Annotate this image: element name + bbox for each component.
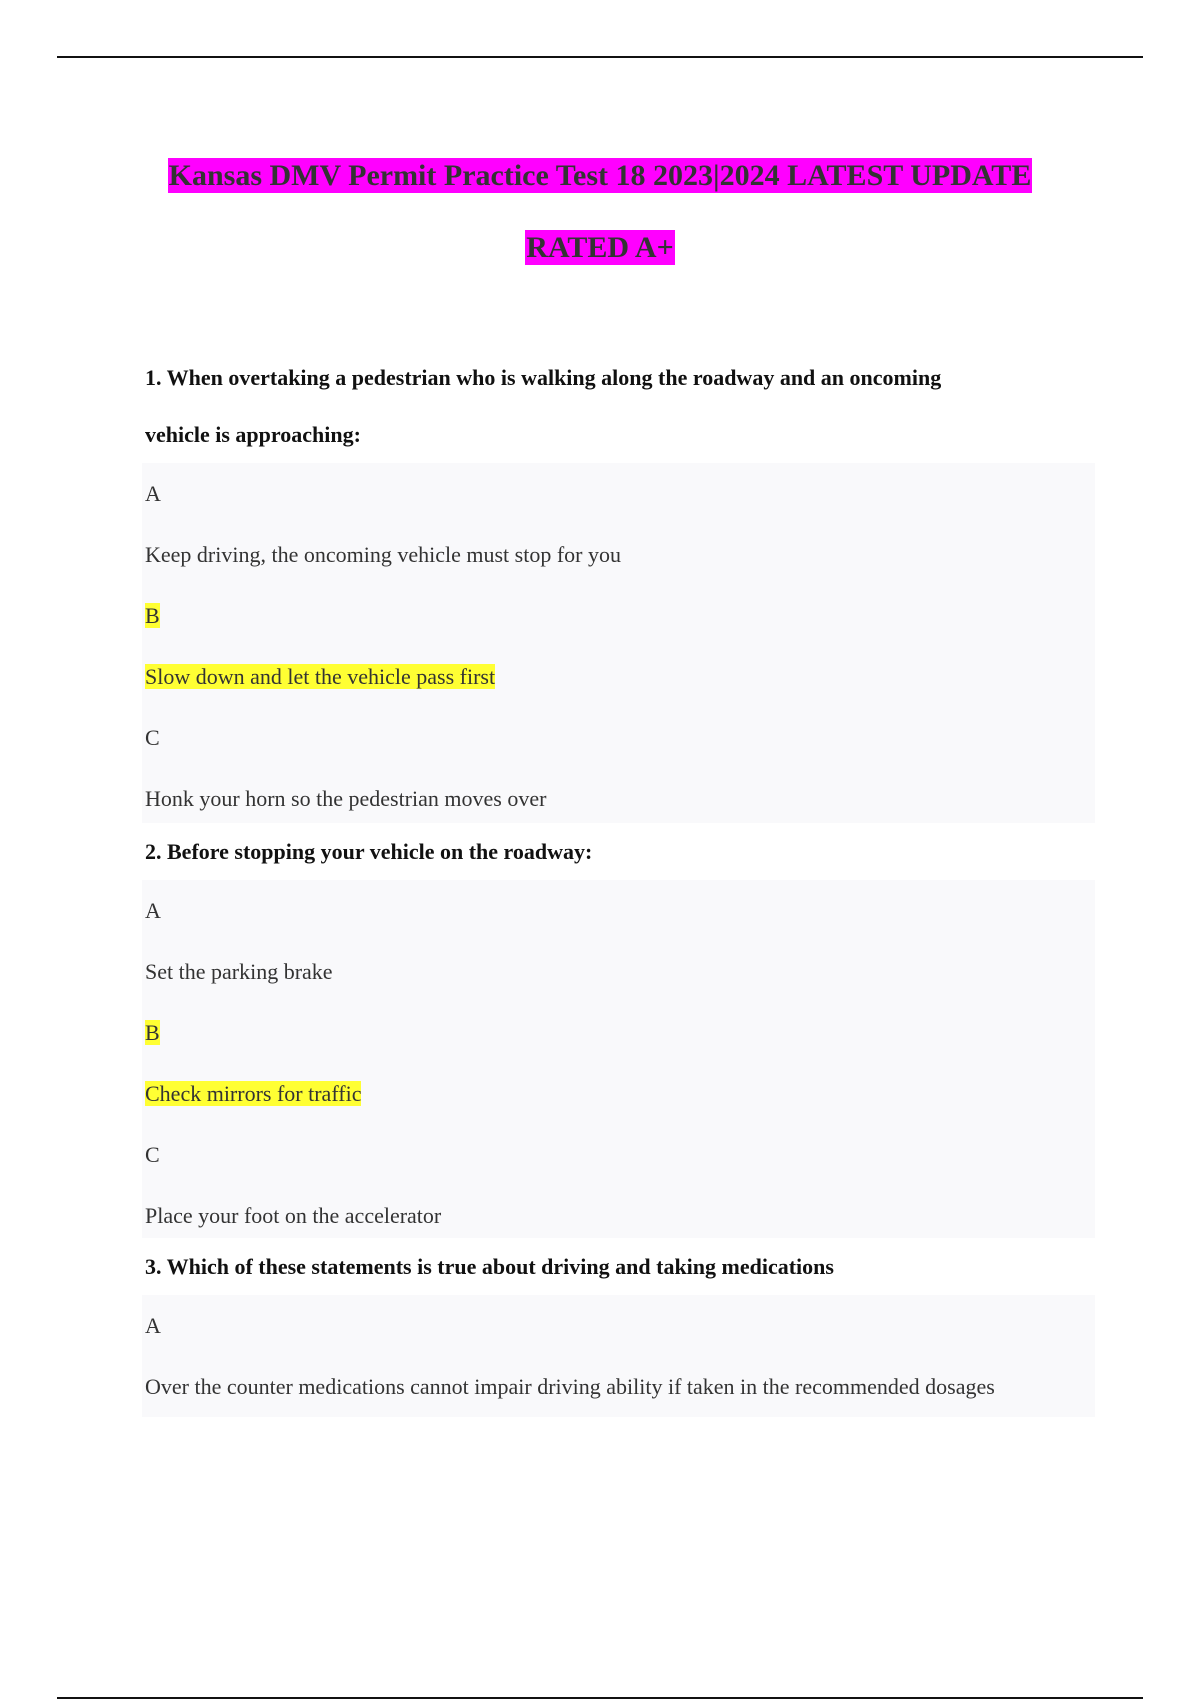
question-1-options: [142, 463, 1095, 823]
document-title: [0, 140, 1200, 284]
option-text: Honk your horn so the pedestrian moves over: [145, 786, 547, 811]
option-text-correct: Check mirrors for traffic: [145, 1081, 362, 1106]
footer-rule: [57, 1697, 1143, 1699]
option-letter: C: [145, 725, 160, 750]
question-2: [145, 823, 1095, 1238]
option-letter: A: [145, 1313, 161, 1338]
header-rule: [57, 56, 1143, 58]
question-3-text: 3. Which of these statements is true about driving and taking medications: [145, 1254, 834, 1279]
option-text: Keep driving, the oncoming vehicle must stop for you: [145, 542, 621, 567]
option-text: Over the counter medications cannot impair driving ability if taken in the recommended dosages: [145, 1374, 995, 1399]
option-text-correct: Slow down and let the vehicle pass first: [145, 664, 496, 689]
question-2-options: [142, 880, 1095, 1238]
question-1-text-line-2: vehicle is approaching:: [145, 422, 361, 447]
question-2-text: 2. Before stopping your vehicle on the roadway:: [145, 839, 593, 864]
question-3: [145, 1238, 1095, 1417]
option-text: Set the parking brake: [145, 959, 333, 984]
question-1-text-line-1: 1. When overtaking a pedestrian who is walking along the roadway and an oncoming: [145, 365, 942, 390]
option-letter: A: [145, 481, 161, 506]
title-line-2: RATED A+: [526, 231, 674, 264]
option-letter-correct: B: [145, 1020, 160, 1045]
option-letter-correct: B: [145, 603, 160, 628]
document-body: [145, 362, 1095, 1417]
question-3-options: [142, 1295, 1095, 1417]
question-1: [145, 349, 1095, 823]
option-text: Place your foot on the accelerator: [145, 1203, 442, 1228]
option-letter: A: [145, 898, 161, 923]
title-line-1: Kansas DMV Permit Practice Test 18 2023|2024 LATEST UPDATE: [168, 159, 1032, 192]
option-letter: C: [145, 1142, 160, 1167]
